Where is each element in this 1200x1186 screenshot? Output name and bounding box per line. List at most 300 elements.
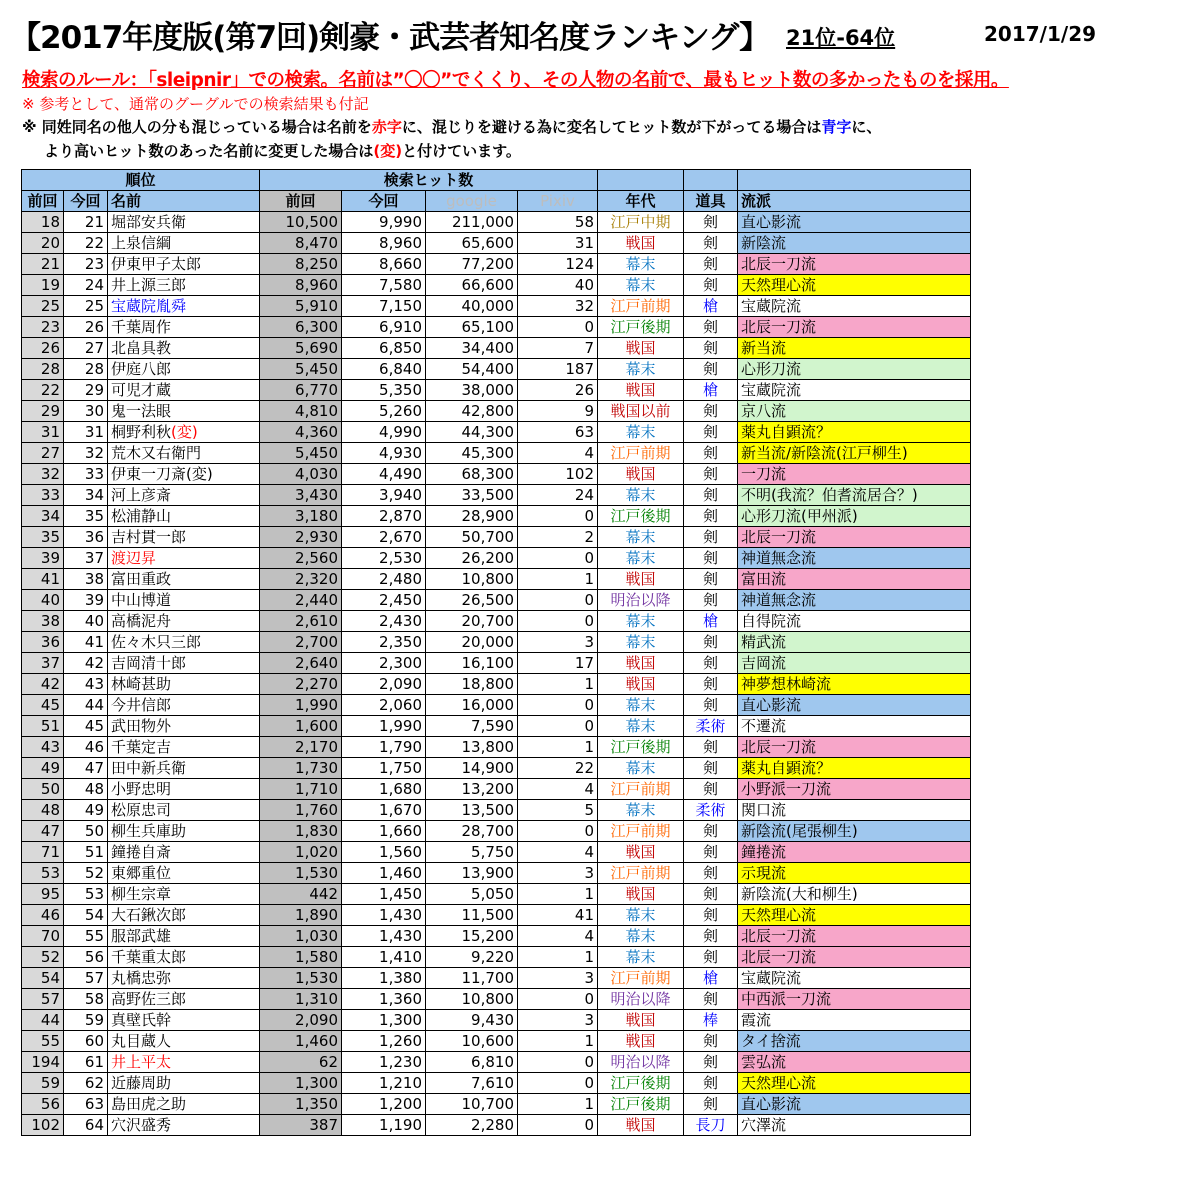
table-row bbox=[22, 989, 971, 1010]
name-cell: 伊東甲子太郎 bbox=[108, 254, 260, 275]
google-hits-cell: 28,700 bbox=[426, 821, 518, 842]
name-cell: 佐々木只三郎 bbox=[108, 632, 260, 653]
weapon-cell: 槍 bbox=[684, 296, 738, 317]
current-hits-cell: 2,430 bbox=[342, 611, 426, 632]
school-cell: 天然理心流 bbox=[738, 905, 971, 926]
table-row bbox=[22, 863, 971, 884]
table-row bbox=[22, 317, 971, 338]
current-hits-cell: 2,870 bbox=[342, 506, 426, 527]
rank-range: 21位-64位 bbox=[786, 26, 896, 50]
table-row bbox=[22, 569, 971, 590]
table-row bbox=[22, 443, 971, 464]
color-legend-note bbox=[22, 116, 881, 137]
rank-group-header: 順位 bbox=[22, 170, 260, 191]
prev-rank-cell: 53 bbox=[22, 863, 64, 884]
current-rank-cell: 40 bbox=[64, 611, 108, 632]
name-cell: 東郷重位 bbox=[108, 863, 260, 884]
pixiv-hits-cell: 3 bbox=[518, 632, 598, 653]
era-cell: 幕末 bbox=[598, 422, 684, 443]
prev-rank-cell: 102 bbox=[22, 1115, 64, 1136]
prev-rank-cell: 27 bbox=[22, 443, 64, 464]
table-row bbox=[22, 800, 971, 821]
current-rank-cell: 55 bbox=[64, 926, 108, 947]
name-cell: 田中新兵衛 bbox=[108, 758, 260, 779]
school-cell: 薬丸自顕流？ bbox=[738, 422, 971, 443]
col-weapon: 道具 bbox=[684, 191, 738, 212]
current-rank-cell: 47 bbox=[64, 758, 108, 779]
weapon-cell: 槍 bbox=[684, 968, 738, 989]
pixiv-hits-cell: 1 bbox=[518, 737, 598, 758]
weapon-header-spacer bbox=[684, 170, 738, 191]
page-title: 【2017年度版(第7回)剣豪・武芸者知名度ランキング】 bbox=[10, 20, 770, 56]
prev-rank-cell: 44 bbox=[22, 1010, 64, 1031]
current-rank-cell: 36 bbox=[64, 527, 108, 548]
school-cell: 吉岡流 bbox=[738, 653, 971, 674]
ranking-table bbox=[21, 169, 971, 1136]
pixiv-hits-cell: 187 bbox=[518, 359, 598, 380]
era-cell: 幕末 bbox=[598, 716, 684, 737]
current-hits-cell: 1,560 bbox=[342, 842, 426, 863]
prev-rank-cell: 19 bbox=[22, 275, 64, 296]
pixiv-hits-cell: 63 bbox=[518, 422, 598, 443]
current-rank-cell: 29 bbox=[64, 380, 108, 401]
google-hits-cell: 7,610 bbox=[426, 1073, 518, 1094]
prev-hits-cell: 8,250 bbox=[260, 254, 342, 275]
weapon-cell: 剣 bbox=[684, 422, 738, 443]
current-rank-cell: 58 bbox=[64, 989, 108, 1010]
current-hits-cell: 1,450 bbox=[342, 884, 426, 905]
name-cell: 林崎甚助 bbox=[108, 674, 260, 695]
name-cell: 鐘捲自斎 bbox=[108, 842, 260, 863]
prev-rank-cell: 194 bbox=[22, 1052, 64, 1073]
table-row bbox=[22, 527, 971, 548]
era-header-spacer bbox=[598, 170, 684, 191]
table-row bbox=[22, 338, 971, 359]
current-hits-cell: 5,260 bbox=[342, 401, 426, 422]
prev-hits-cell: 2,560 bbox=[260, 548, 342, 569]
current-rank-cell: 39 bbox=[64, 590, 108, 611]
pixiv-hits-cell: 7 bbox=[518, 338, 598, 359]
era-cell: 戦国 bbox=[598, 653, 684, 674]
pixiv-hits-cell: 22 bbox=[518, 758, 598, 779]
school-cell: 心形刀流 bbox=[738, 359, 971, 380]
weapon-cell: 棒 bbox=[684, 1010, 738, 1031]
google-hits-cell: 10,800 bbox=[426, 569, 518, 590]
pixiv-hits-cell: 1 bbox=[518, 947, 598, 968]
school-cell: 富田流 bbox=[738, 569, 971, 590]
current-rank-cell: 54 bbox=[64, 905, 108, 926]
prev-rank-cell: 23 bbox=[22, 317, 64, 338]
prev-hits-cell: 2,700 bbox=[260, 632, 342, 653]
prev-rank-cell: 51 bbox=[22, 716, 64, 737]
pixiv-hits-cell: 124 bbox=[518, 254, 598, 275]
era-cell: 幕末 bbox=[598, 947, 684, 968]
col-current-hits: 今回 bbox=[342, 191, 426, 212]
table-row bbox=[22, 1010, 971, 1031]
google-hits-cell: 14,900 bbox=[426, 758, 518, 779]
prev-hits-cell: 4,360 bbox=[260, 422, 342, 443]
school-cell: 関口流 bbox=[738, 800, 971, 821]
prev-rank-cell: 47 bbox=[22, 821, 64, 842]
current-rank-cell: 46 bbox=[64, 737, 108, 758]
pixiv-hits-cell: 0 bbox=[518, 590, 598, 611]
current-hits-cell: 6,850 bbox=[342, 338, 426, 359]
prev-hits-cell: 1,350 bbox=[260, 1094, 342, 1115]
school-cell: 心形刀流(甲州派) bbox=[738, 506, 971, 527]
google-hits-cell: 45,300 bbox=[426, 443, 518, 464]
name-cell: 松浦静山 bbox=[108, 506, 260, 527]
pixiv-hits-cell: 0 bbox=[518, 1052, 598, 1073]
weapon-cell: 槍 bbox=[684, 380, 738, 401]
prev-hits-cell: 10,500 bbox=[260, 212, 342, 233]
pixiv-hits-cell: 0 bbox=[518, 1073, 598, 1094]
pixiv-hits-cell: 2 bbox=[518, 527, 598, 548]
weapon-cell: 剣 bbox=[684, 1073, 738, 1094]
table-row bbox=[22, 1052, 971, 1073]
pixiv-hits-cell: 4 bbox=[518, 926, 598, 947]
current-rank-cell: 57 bbox=[64, 968, 108, 989]
era-cell: 明治以降 bbox=[598, 989, 684, 1010]
name-cell: 可児才蔵 bbox=[108, 380, 260, 401]
current-hits-cell: 9,990 bbox=[342, 212, 426, 233]
era-cell: 戦国 bbox=[598, 1010, 684, 1031]
table-row bbox=[22, 737, 971, 758]
weapon-cell: 長刀 bbox=[684, 1115, 738, 1136]
table-row bbox=[22, 1094, 971, 1115]
google-hits-cell: 38,000 bbox=[426, 380, 518, 401]
school-cell: 新陰流 bbox=[738, 233, 971, 254]
name-cell: 北畠具教 bbox=[108, 338, 260, 359]
era-cell: 明治以降 bbox=[598, 590, 684, 611]
name-cell: 伊庭八郎 bbox=[108, 359, 260, 380]
table-row bbox=[22, 296, 971, 317]
weapon-cell: 剣 bbox=[684, 737, 738, 758]
current-rank-cell: 50 bbox=[64, 821, 108, 842]
school-cell: タイ捨流 bbox=[738, 1031, 971, 1052]
school-cell: 神道無念流 bbox=[738, 590, 971, 611]
name-cell: 高野佐三郎 bbox=[108, 989, 260, 1010]
name-cell: 今井信郎 bbox=[108, 695, 260, 716]
prev-hits-cell: 2,320 bbox=[260, 569, 342, 590]
prev-rank-cell: 20 bbox=[22, 233, 64, 254]
current-hits-cell: 2,670 bbox=[342, 527, 426, 548]
era-cell: 江戸後期 bbox=[598, 1094, 684, 1115]
col-current-rank: 今回 bbox=[64, 191, 108, 212]
col-pixiv: Pixiv bbox=[518, 191, 598, 212]
google-hits-cell: 50,700 bbox=[426, 527, 518, 548]
name-cell bbox=[108, 422, 260, 443]
prev-hits-cell: 1,830 bbox=[260, 821, 342, 842]
table-row bbox=[22, 926, 971, 947]
current-rank-cell: 60 bbox=[64, 1031, 108, 1052]
prev-hits-cell: 2,090 bbox=[260, 1010, 342, 1031]
weapon-cell: 剣 bbox=[684, 317, 738, 338]
prev-hits-cell: 6,770 bbox=[260, 380, 342, 401]
name-cell: 鬼一法眼 bbox=[108, 401, 260, 422]
col-prev-hits: 前回 bbox=[260, 191, 342, 212]
prev-hits-cell: 5,910 bbox=[260, 296, 342, 317]
prev-hits-cell: 1,030 bbox=[260, 926, 342, 947]
weapon-cell: 剣 bbox=[684, 569, 738, 590]
era-cell: 明治以降 bbox=[598, 1052, 684, 1073]
pixiv-hits-cell: 58 bbox=[518, 212, 598, 233]
current-rank-cell: 61 bbox=[64, 1052, 108, 1073]
weapon-cell: 剣 bbox=[684, 842, 738, 863]
name-cell: 真壁氏幹 bbox=[108, 1010, 260, 1031]
school-cell: 新陰流(尾張柳生) bbox=[738, 821, 971, 842]
current-rank-cell: 49 bbox=[64, 800, 108, 821]
current-rank-cell: 28 bbox=[64, 359, 108, 380]
prev-hits-cell: 3,180 bbox=[260, 506, 342, 527]
school-cell: 不遷流 bbox=[738, 716, 971, 737]
google-hits-cell: 9,220 bbox=[426, 947, 518, 968]
current-rank-cell: 48 bbox=[64, 779, 108, 800]
school-cell: 不明(我流？伯耆流居合？) bbox=[738, 485, 971, 506]
name-cell: 千葉重太郎 bbox=[108, 947, 260, 968]
table-row bbox=[22, 485, 971, 506]
table-row bbox=[22, 674, 971, 695]
google-hits-cell: 26,200 bbox=[426, 548, 518, 569]
current-hits-cell: 1,460 bbox=[342, 863, 426, 884]
era-cell: 江戸前期 bbox=[598, 863, 684, 884]
current-rank-cell: 42 bbox=[64, 653, 108, 674]
google-hits-cell: 11,500 bbox=[426, 905, 518, 926]
weapon-cell: 剣 bbox=[684, 947, 738, 968]
prev-rank-cell: 59 bbox=[22, 1073, 64, 1094]
prev-rank-cell: 50 bbox=[22, 779, 64, 800]
name-cell: 中山博道 bbox=[108, 590, 260, 611]
current-rank-cell: 45 bbox=[64, 716, 108, 737]
era-cell: 江戸前期 bbox=[598, 968, 684, 989]
prev-hits-cell: 1,530 bbox=[260, 863, 342, 884]
current-hits-cell: 1,430 bbox=[342, 926, 426, 947]
name-cell: 千葉周作 bbox=[108, 317, 260, 338]
era-cell: 幕末 bbox=[598, 611, 684, 632]
current-hits-cell: 1,410 bbox=[342, 947, 426, 968]
era-cell: 幕末 bbox=[598, 926, 684, 947]
school-cell: 穴澤流 bbox=[738, 1115, 971, 1136]
current-hits-cell: 1,430 bbox=[342, 905, 426, 926]
name-cell: 服部武雄 bbox=[108, 926, 260, 947]
current-rank-cell: 24 bbox=[64, 275, 108, 296]
table-row bbox=[22, 611, 971, 632]
pixiv-hits-cell: 40 bbox=[518, 275, 598, 296]
weapon-cell: 剣 bbox=[684, 548, 738, 569]
google-hits-cell: 211,000 bbox=[426, 212, 518, 233]
era-cell: 幕末 bbox=[598, 275, 684, 296]
google-hits-cell: 66,600 bbox=[426, 275, 518, 296]
pixiv-hits-cell: 1 bbox=[518, 884, 598, 905]
pixiv-hits-cell: 0 bbox=[518, 548, 598, 569]
current-rank-cell: 35 bbox=[64, 506, 108, 527]
table-row bbox=[22, 380, 971, 401]
name-cell: 荒木又右衛門 bbox=[108, 443, 260, 464]
weapon-cell: 剣 bbox=[684, 821, 738, 842]
table-row bbox=[22, 821, 971, 842]
school-cell: 神道無念流 bbox=[738, 548, 971, 569]
school-cell: 京八流 bbox=[738, 401, 971, 422]
era-cell: 幕末 bbox=[598, 359, 684, 380]
table-row bbox=[22, 422, 971, 443]
current-hits-cell: 1,680 bbox=[342, 779, 426, 800]
weapon-cell: 剣 bbox=[684, 506, 738, 527]
name-cell: 丸橋忠弥 bbox=[108, 968, 260, 989]
era-cell: 幕末 bbox=[598, 485, 684, 506]
pixiv-hits-cell: 0 bbox=[518, 989, 598, 1010]
weapon-cell: 柔術 bbox=[684, 800, 738, 821]
prev-rank-cell: 42 bbox=[22, 674, 64, 695]
weapon-cell: 剣 bbox=[684, 632, 738, 653]
prev-rank-cell: 33 bbox=[22, 485, 64, 506]
table-row bbox=[22, 758, 971, 779]
name-cell: 大石鍬次郎 bbox=[108, 905, 260, 926]
prev-hits-cell: 2,640 bbox=[260, 653, 342, 674]
name-cell: 井上平太 bbox=[108, 1052, 260, 1073]
table-row bbox=[22, 947, 971, 968]
school-cell: 一刀流 bbox=[738, 464, 971, 485]
table-row bbox=[22, 716, 971, 737]
current-hits-cell: 1,990 bbox=[342, 716, 426, 737]
current-hits-cell: 1,230 bbox=[342, 1052, 426, 1073]
weapon-cell: 剣 bbox=[684, 590, 738, 611]
current-hits-cell: 1,380 bbox=[342, 968, 426, 989]
google-hits-cell: 13,500 bbox=[426, 800, 518, 821]
table-row bbox=[22, 275, 971, 296]
pixiv-hits-cell: 0 bbox=[518, 695, 598, 716]
prev-rank-cell: 21 bbox=[22, 254, 64, 275]
school-cell: 薬丸自顕流？ bbox=[738, 758, 971, 779]
prev-rank-cell: 56 bbox=[22, 1094, 64, 1115]
table-row bbox=[22, 779, 971, 800]
pixiv-hits-cell: 3 bbox=[518, 1010, 598, 1031]
name-cell: 近藤周助 bbox=[108, 1073, 260, 1094]
current-hits-cell: 6,840 bbox=[342, 359, 426, 380]
current-hits-cell: 4,490 bbox=[342, 464, 426, 485]
current-rank-cell: 53 bbox=[64, 884, 108, 905]
prev-hits-cell: 2,930 bbox=[260, 527, 342, 548]
weapon-cell: 剣 bbox=[684, 464, 738, 485]
current-rank-cell: 41 bbox=[64, 632, 108, 653]
google-hits-cell: 28,900 bbox=[426, 506, 518, 527]
prev-hits-cell: 4,030 bbox=[260, 464, 342, 485]
current-hits-cell: 1,260 bbox=[342, 1031, 426, 1052]
current-rank-cell: 51 bbox=[64, 842, 108, 863]
name-cell: 小野忠明 bbox=[108, 779, 260, 800]
prev-hits-cell: 1,890 bbox=[260, 905, 342, 926]
current-rank-cell: 62 bbox=[64, 1073, 108, 1094]
current-hits-cell: 2,300 bbox=[342, 653, 426, 674]
pixiv-hits-cell: 9 bbox=[518, 401, 598, 422]
era-cell: 戦国 bbox=[598, 674, 684, 695]
google-hits-cell: 7,590 bbox=[426, 716, 518, 737]
weapon-cell: 剣 bbox=[684, 989, 738, 1010]
rename-marker: (変) bbox=[373, 142, 403, 160]
weapon-cell: 剣 bbox=[684, 758, 738, 779]
table-row bbox=[22, 695, 971, 716]
prev-hits-cell: 4,810 bbox=[260, 401, 342, 422]
era-cell: 戦国 bbox=[598, 380, 684, 401]
prev-hits-cell: 1,460 bbox=[260, 1031, 342, 1052]
school-cell: 小野派一刀流 bbox=[738, 779, 971, 800]
table-row bbox=[22, 590, 971, 611]
current-hits-cell: 6,910 bbox=[342, 317, 426, 338]
google-hits-cell: 13,800 bbox=[426, 737, 518, 758]
weapon-cell: 剣 bbox=[684, 863, 738, 884]
current-hits-cell: 1,790 bbox=[342, 737, 426, 758]
pixiv-hits-cell: 17 bbox=[518, 653, 598, 674]
current-hits-cell: 2,060 bbox=[342, 695, 426, 716]
prev-rank-cell: 31 bbox=[22, 422, 64, 443]
red-text-label: 赤字 bbox=[371, 118, 402, 136]
google-hits-cell: 10,800 bbox=[426, 989, 518, 1010]
prev-rank-cell: 34 bbox=[22, 506, 64, 527]
pixiv-hits-cell: 4 bbox=[518, 443, 598, 464]
era-cell: 戦国 bbox=[598, 884, 684, 905]
weapon-cell: 剣 bbox=[684, 401, 738, 422]
prev-rank-cell: 22 bbox=[22, 380, 64, 401]
prev-rank-cell: 57 bbox=[22, 989, 64, 1010]
table-row bbox=[22, 1115, 971, 1136]
era-cell: 江戸前期 bbox=[598, 443, 684, 464]
current-rank-cell: 27 bbox=[64, 338, 108, 359]
google-hits-cell: 15,200 bbox=[426, 926, 518, 947]
prev-hits-cell: 1,530 bbox=[260, 968, 342, 989]
weapon-cell: 柔術 bbox=[684, 716, 738, 737]
prev-rank-cell: 32 bbox=[22, 464, 64, 485]
current-rank-cell: 43 bbox=[64, 674, 108, 695]
prev-hits-cell: 2,610 bbox=[260, 611, 342, 632]
era-cell: 江戸後期 bbox=[598, 1073, 684, 1094]
school-cell: 中西派一刀流 bbox=[738, 989, 971, 1010]
pixiv-hits-cell: 1 bbox=[518, 674, 598, 695]
weapon-cell: 剣 bbox=[684, 212, 738, 233]
google-hits-cell: 10,600 bbox=[426, 1031, 518, 1052]
school-cell: 神夢想林崎流 bbox=[738, 674, 971, 695]
table-row bbox=[22, 548, 971, 569]
era-cell: 戦国 bbox=[598, 338, 684, 359]
prev-rank-cell: 52 bbox=[22, 947, 64, 968]
table-row bbox=[22, 653, 971, 674]
prev-rank-cell: 26 bbox=[22, 338, 64, 359]
table-body bbox=[22, 212, 971, 1136]
era-cell: 幕末 bbox=[598, 548, 684, 569]
current-hits-cell: 8,660 bbox=[342, 254, 426, 275]
prev-rank-cell: 70 bbox=[22, 926, 64, 947]
prev-rank-cell: 43 bbox=[22, 737, 64, 758]
google-hits-cell: 65,100 bbox=[426, 317, 518, 338]
name-cell: 武田物外 bbox=[108, 716, 260, 737]
prev-hits-cell: 3,430 bbox=[260, 485, 342, 506]
era-cell: 幕末 bbox=[598, 254, 684, 275]
school-cell: 霞流 bbox=[738, 1010, 971, 1031]
prev-rank-cell: 36 bbox=[22, 632, 64, 653]
google-hits-cell: 10,700 bbox=[426, 1094, 518, 1115]
school-cell: 北辰一刀流 bbox=[738, 947, 971, 968]
prev-hits-cell: 8,470 bbox=[260, 233, 342, 254]
current-hits-cell: 7,150 bbox=[342, 296, 426, 317]
school-cell: 北辰一刀流 bbox=[738, 737, 971, 758]
era-cell: 幕末 bbox=[598, 758, 684, 779]
school-cell: 雲弘流 bbox=[738, 1052, 971, 1073]
era-cell: 幕末 bbox=[598, 632, 684, 653]
school-cell: 宝蔵院流 bbox=[738, 380, 971, 401]
prev-hits-cell: 1,760 bbox=[260, 800, 342, 821]
school-cell: 精武流 bbox=[738, 632, 971, 653]
prev-hits-cell: 8,960 bbox=[260, 275, 342, 296]
weapon-cell: 剣 bbox=[684, 695, 738, 716]
name-cell: 柳生兵庫助 bbox=[108, 821, 260, 842]
school-cell: 宝蔵院流 bbox=[738, 968, 971, 989]
